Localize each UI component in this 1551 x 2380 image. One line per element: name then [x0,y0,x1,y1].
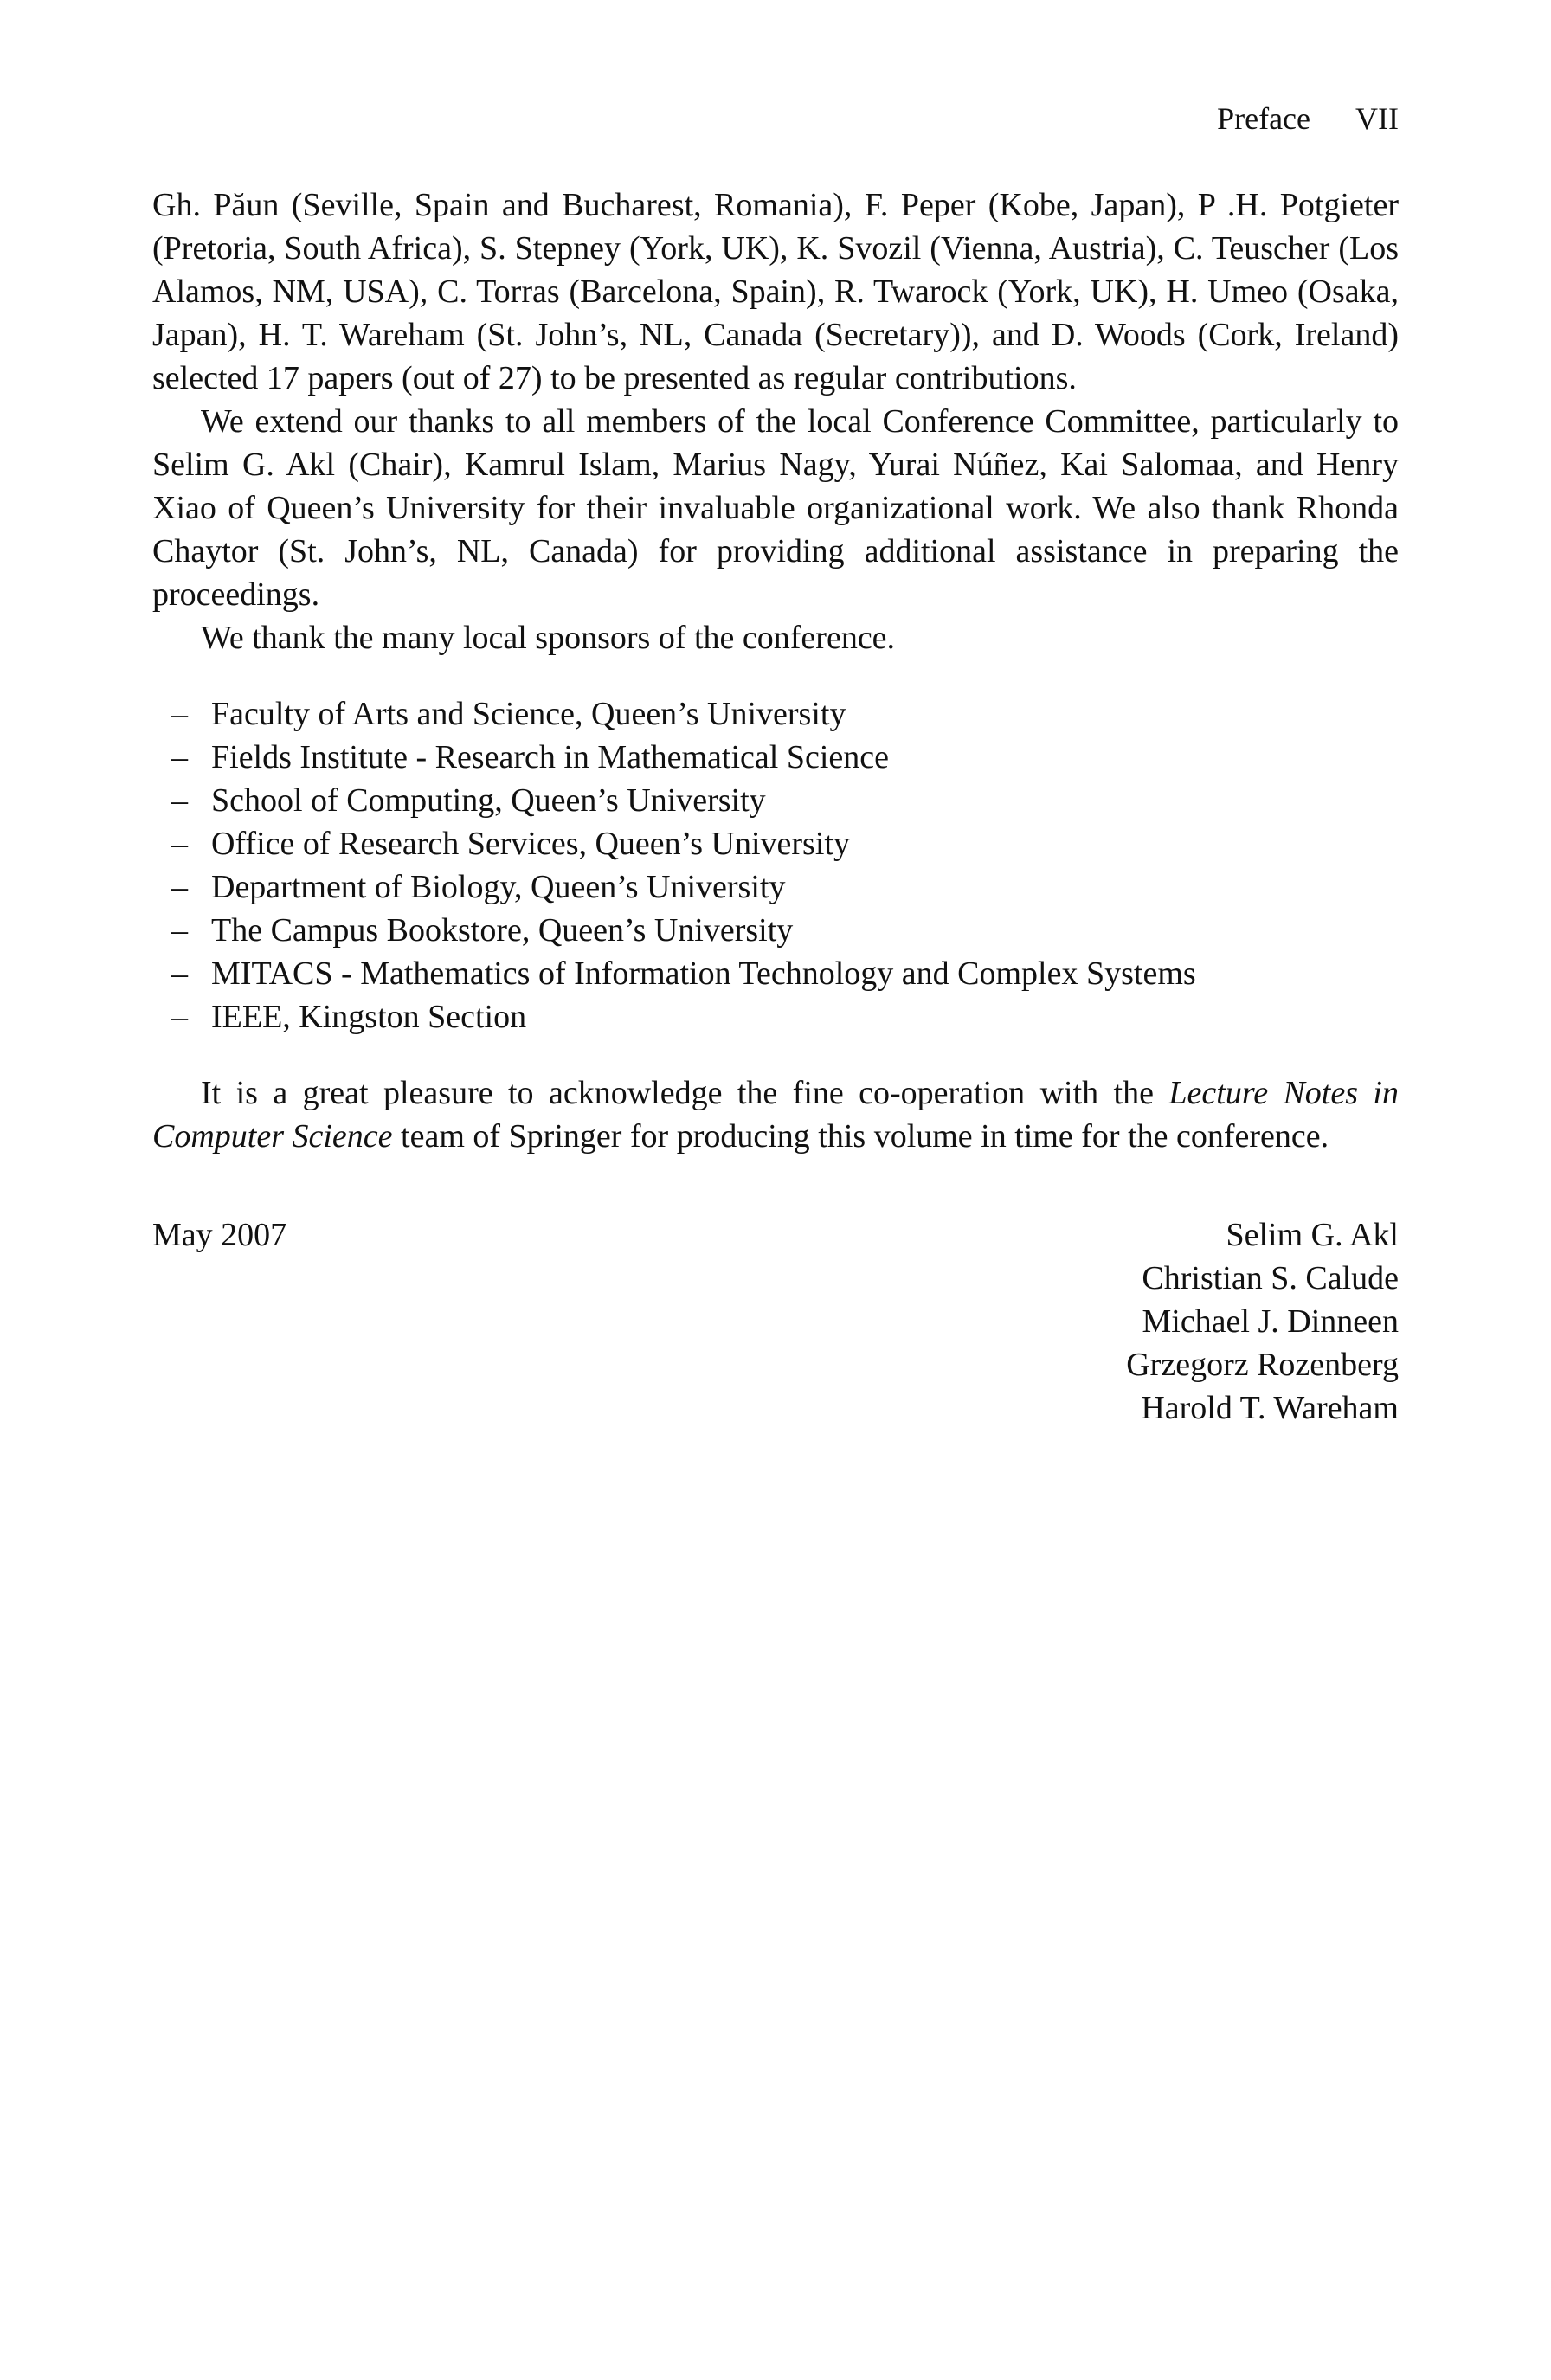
sponsor-name: The Campus Bookstore, Queen’s University [211,912,794,949]
thanks-paragraph: We extend our thanks to all members of the local Conference Committee, particularly to Selim G. Akl (Chair), Kamrul Islam, Marius Nagy, Yurai Núñez, Kai Salomaa, and Henry Xiao of Queen’s University for their invaluable organizational work. We also thank Rhonda Chaytor (St. John’s, NL, Canada) for providing additional assistance in preparing the proceedings. [152,403,1399,613]
committee-paragraph: Gh. Păun (Seville, Spain and Bucharest, Romania), F. Peper (Kobe, Japan), P .H. Potgieter (Pretoria, South Africa), S. Stepney (York, UK), K. Svozil (Vienna, Austria), C. Teuscher (Los Alamos, NM, USA), C. Torras (Barcelona, Spain), R. Twarock (York, UK), H. Umeo (Osaka, Japan), H. T. Wareham (St. John’s, NL, Canada (Secretary)), and D. Woods (Cork, Ireland) selected 17 papers (out of 27) to be presented as regular contributions. [152,187,1399,396]
list-item [152,909,1399,952]
editor-name: Grzegorz Rozenberg [1126,1347,1399,1383]
dash-bullet: – [171,999,188,1035]
sponsor-name: Department of Biology, Queen’s University [211,869,786,905]
list-item [152,779,1399,822]
sponsor-name: Fields Institute - Research in Mathematical Science [211,739,889,775]
dash-bullet: – [171,739,188,775]
list-item [152,952,1399,995]
dash-bullet: – [171,826,188,862]
preface-date: May 2007 [152,1217,287,1253]
editor-name: Harold T. Wareham [1141,1390,1399,1426]
book-page [152,0,1399,2380]
list-item [152,692,1399,736]
sponsor-name: Faculty of Arts and Science, Queen’s University [211,696,846,732]
list-item [152,995,1399,1039]
dash-bullet: – [171,912,188,949]
sponsor-name: School of Computing, Queen’s University [211,782,766,819]
editor-name: Christian S. Calude [1142,1260,1399,1296]
running-head [1217,97,1399,140]
dash-bullet: – [171,782,188,819]
list-item [152,822,1399,865]
acknowledgement-tail: team of Springer for producing this volume in time for the conference. [392,1118,1329,1155]
editor-name: Michael J. Dinneen [1142,1303,1399,1340]
editor-name: Selim G. Akl [1226,1217,1399,1253]
list-item [152,736,1399,779]
sponsors-intro: We thank the many local sponsors of the conference. [201,620,896,656]
acknowledgement-lead: It is a great pleasure to acknowledge the fine co-operation with the [201,1075,1169,1111]
dash-bullet: – [171,869,188,905]
sponsor-name: IEEE, Kingston Section [211,999,527,1035]
editor-list [1126,1213,1399,1430]
section-title: Preface [1217,101,1311,136]
sponsor-name: Office of Research Services, Queen’s University [211,826,850,862]
page-number: VII [1355,101,1399,136]
sponsor-list [152,692,1399,1039]
dash-bullet: – [171,955,188,992]
preface-body [152,183,1399,1473]
dash-bullet: – [171,696,188,732]
sponsor-name: MITACS - Mathematics of Information Technology and Complex Systems [211,955,1196,992]
list-item [152,865,1399,909]
acknowledgement-paragraph [152,1071,1399,1158]
signature-block [152,1213,1399,1473]
series-title: Lecture Notes in Computer Science [152,1075,1399,1155]
